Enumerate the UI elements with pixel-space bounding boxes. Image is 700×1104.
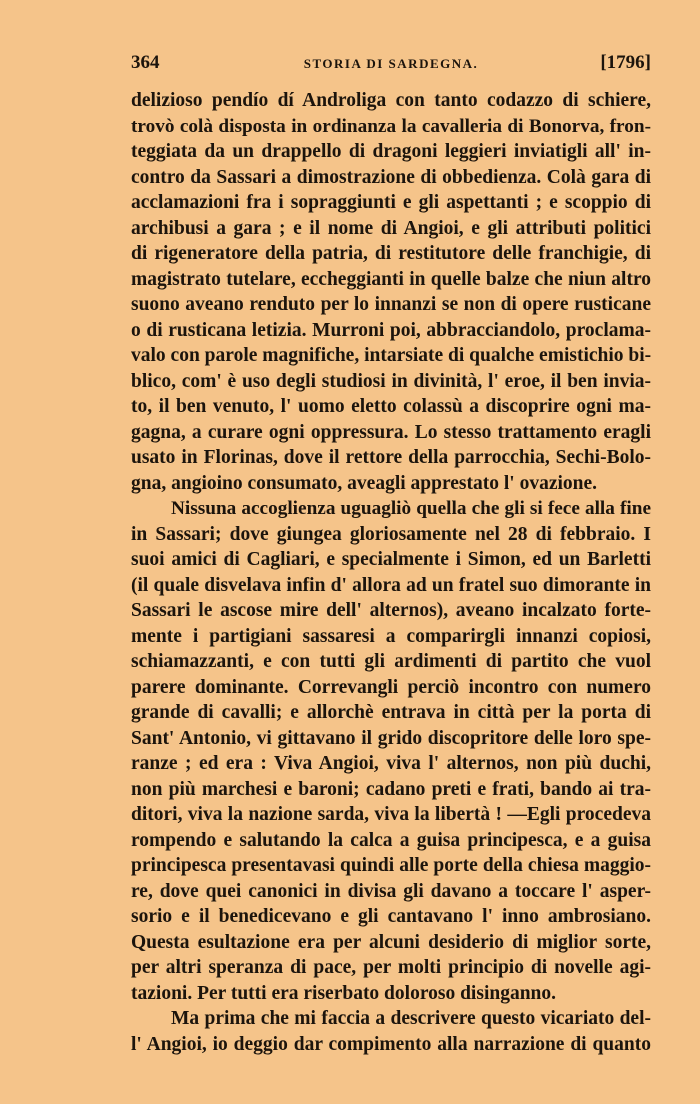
text-line: principesca presentavasi quindi alle porte della chiesa maggio- <box>131 855 651 876</box>
text-line: gagna, a curare ogni oppressura. Lo stesso trattamento eragli <box>131 421 651 443</box>
text-line: Ma prima che mi faccia a descrivere questo vicariato del- <box>171 1008 651 1029</box>
page-header <box>131 50 651 78</box>
text-line: mente i partigiani sassaresi a comparirgli innanzi copiosi, <box>131 625 651 647</box>
text-line: valo con parole magnifiche, intarsiate di qualche emistichio bi- <box>131 345 651 366</box>
page-number: 364 <box>131 52 160 73</box>
text-line: non più marchesi e baroni; cadano preti e frati, bando ai tra- <box>131 778 651 800</box>
running-title: STORIA DI SARDEGNA. <box>303 56 479 71</box>
text-line: magistrato tutelare, eccheggianti in quelle balze che niun altro <box>131 268 651 290</box>
text-line: Nissuna accoglienza uguagliò quella che gli si fece alla fine <box>171 498 651 519</box>
text-line: in Sassari; dove giungea gloriosamente nel 28 di febbraio. I <box>131 523 651 545</box>
text-line: parere dominante. Correvangli perciò incontro con numero <box>131 676 651 698</box>
text-line: ditori, viva la nazione sarda, viva la libertà ! —Egli procedeva <box>131 804 651 825</box>
text-line: o di rusticana letizia. Murroni poi, abbracciandolo, proclama- <box>131 319 651 341</box>
text-line: usato in Florinas, dove il rettore della parrocchia, Sechi-Bolo- <box>131 447 651 468</box>
text-line: schiamazzanti, e con tutti gli ardimenti di partito che vuol <box>131 651 651 672</box>
text-line: Sassari le ascose mire dell' alternos), aveano incalzato forte- <box>131 600 651 621</box>
text-line: gna, angioino consumato, aveagli apprestato l' ovazione. <box>131 472 598 494</box>
text-line: di rigeneratore della patria, di restitutore delle franchigie, di <box>131 243 651 264</box>
text-line: teggiata da un drappello di dragoni leggieri inviatigli all' in- <box>131 141 651 162</box>
text-line: Sant' Antonio, vi gittavano il grido discopritore delle loro spe- <box>131 727 651 749</box>
text-line: re, dove quei canonici in divisa gli davano a toccare l' asper- <box>131 880 651 902</box>
book-page <box>131 50 651 1057</box>
text-line: blico, com' è uso degli studiosi in divinità, l' eroe, il ben invia- <box>131 370 651 392</box>
text-line: suono aveano renduto per lo innanzi se non di opere rusticane <box>131 294 651 315</box>
text-line: delizioso pendío dí Androliga con tanto codazzo di schiere, <box>131 90 651 111</box>
text-line: suoi amici di Cagliari, e specialmente i Simon, ed un Barletti <box>131 549 651 570</box>
text-line: ranze ; ed era : Viva Angioi, viva l' alternos, non più duchi, <box>131 753 651 774</box>
text-line: archibusi a gara ; e il nome di Angioi, e gli attributi politici <box>131 217 651 239</box>
text-line: trovò colà disposta in ordinanza la cavalleria di Bonorva, fron- <box>131 115 651 137</box>
text-line: (il quale disvelava infin d' allora ad un fratel suo dimorante in <box>131 574 651 596</box>
text-line: tazioni. Per tutti era riserbato doloroso disinganno. <box>131 982 557 1004</box>
text-line: per altri speranza di pace, per molti principio di novelle agi- <box>131 957 651 978</box>
body-text <box>131 88 651 1057</box>
text-line: rompendo e salutando la calca a guisa principesca, e a guisa <box>131 829 651 851</box>
text-line: l' Angioi, io deggio dar compimento alla narrazione di quanto <box>131 1033 651 1055</box>
text-line: Questa esultazione era per alcuni desiderio di miglior sorte, <box>131 931 651 953</box>
text-line: sorio e il benedicevano e gli cantavano l' inno ambrosiano. <box>131 906 651 927</box>
text-line: to, il ben venuto, l' uomo eletto colassù a discoprire ogni ma- <box>131 396 651 417</box>
text-line: acclamazioni fra i sopraggiunti e gli aspettanti ; e scoppio di <box>131 192 651 213</box>
text-line: contro da Sassari a dimostrazione di obbedienza. Colà gara di <box>131 166 651 188</box>
header-year: [1796] <box>600 52 651 73</box>
text-line: grande di cavalli; e allorchè entrava in città per la porta di <box>131 702 651 723</box>
